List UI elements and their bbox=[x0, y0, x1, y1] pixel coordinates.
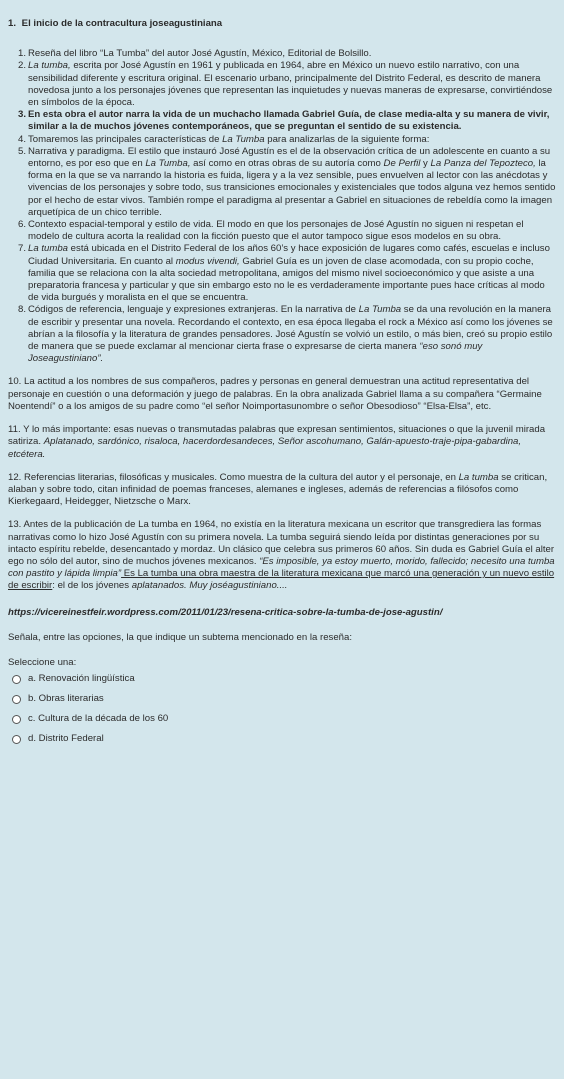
list-item-text-segment: y bbox=[420, 158, 431, 170]
list-item-text-segment: Gabriel Guía es un joven de clase acomodada, con su propio coche, familia que se relaciona con la alta sociedad metropolitana, amigos del mismo nivel socioeconómico y que asiste a una preparatoria francesa y particular y que sin embargo esto no le es verdaderamente importante pues hace críticas al modo de vida burgués y moralista en el que se encuentra. bbox=[28, 255, 545, 304]
review-list bbox=[8, 48, 556, 365]
list-item-text-segment: Tomaremos las principales características de bbox=[28, 133, 223, 145]
radio-button[interactable] bbox=[12, 715, 21, 724]
list-item-text-segment: la forma en la que se va narrando la historia es fuida, ligera y a la vez sensible, pues envuelven al lector con las anécdotas y vivencias de los personajes y sobre todo, sus transiciones emocionales y existenciales que todos alguna vez hemos sentido por el hecho de estar vivos. También rompe el paradigma al presentar a Gabriel en situaciones de rebeldía como la imagen arquetípica de un chico terrible. bbox=[28, 158, 556, 218]
answer-option-label[interactable]: b. Obras literarias bbox=[28, 693, 104, 705]
answer-option[interactable] bbox=[8, 669, 556, 689]
answer-option[interactable] bbox=[8, 709, 556, 729]
list-item-text-segment: escrita por José Agustín en 1961 y publicada en 1964, abre en México un nuevo estilo narrativo, con una sensibilidad diferente y escritura original. El escenario urbano, principalmente del Distrito Federal, es descrito de manera novedosa junto a los personajes jóvenes que representan las inquietudes y nuevas maneras de expresarse, convirtiéndose en símbolos de la época. bbox=[28, 60, 553, 109]
list-item-number: 6. bbox=[18, 219, 27, 231]
review-paragraphs bbox=[8, 376, 556, 592]
paragraph-text-segment: 12. Referencias literarias, filosóficas y musicales. Como muestra de la cultura del autor y el personaje, en bbox=[8, 471, 459, 483]
list-item bbox=[18, 146, 556, 219]
paragraph-text-segment: 11. Y lo más importante: esas nuevas o transmutadas palabras que expresan sentimientos, situaciones o que la juvenil mirada satiriza. bbox=[8, 424, 546, 448]
list-item-text-segment: La tumba bbox=[28, 243, 69, 255]
paragraph-text-segment: 10. La actitud a los nombres de sus compañeros, padres y personas en general demuestran una actitud representativa del personaje en cuestión o una deformación y juego de palabras. En la obra analizada Gabriel llama a su compañera “Germaine Noentendí” o a los amigos de su padre como “el señor Noimportasunombre o señor Obesodioso” “Elsa-Elsa”, etc. bbox=[8, 376, 542, 412]
list-item bbox=[18, 60, 556, 109]
paragraph-text-segment: se critican, alaban y sobre todo, citan infinidad de poemas franceses, alemanes e ingleses, además de referencias a filósofos como Kierkegaard, Heidegger, Nietzsche o Marx. bbox=[8, 471, 548, 508]
radio-button[interactable] bbox=[12, 675, 21, 684]
answer-option-label[interactable]: d. Distrito Federal bbox=[28, 733, 104, 745]
list-item-number: 2. bbox=[18, 60, 27, 72]
list-item-text-segment: Contexto espacial-temporal y estilo de vida. El modo en que los personajes de José Agustín no siguen ni respetan el modelo de cultura acorta la realidad con la ficción puesto que el autor tampoco sigue esos modelos en su obra. bbox=[28, 219, 524, 243]
answer-option[interactable] bbox=[8, 729, 556, 749]
source-link[interactable]: https://vicereinestfeir.wordpress.com/2011/01/23/resena-critica-sobre-la-tumba-de-jose-agustin/ bbox=[8, 606, 443, 618]
list-item-text-segment: De Perfil bbox=[383, 158, 421, 170]
list-item-text-segment: Narrativa y paradigma. El estilo que instauró José Agustín es el de la observación crítica de un adolescente en cuanto a su entorno, es por eso que en bbox=[28, 145, 551, 170]
list-item-text-segment: modus vivendi, bbox=[175, 255, 240, 267]
paragraph-text-segment: Es La tumba una obra maestra de la literatura mexicana que marcó una generación y un nuevo estilo de escribir bbox=[8, 568, 555, 592]
list-item-number: 1. bbox=[18, 48, 27, 60]
answer-option-label[interactable]: c. Cultura de la década de los 60 bbox=[28, 713, 169, 725]
list-item-text-segment: La tumba, bbox=[28, 60, 71, 72]
list-item-text-segment: “eso sonó muy Joseagustiniano”. bbox=[28, 341, 483, 365]
list-item-number: 5. bbox=[18, 145, 27, 157]
list-item-text-segment: La Panza del Tepozteco, bbox=[430, 158, 536, 170]
paragraph-text-segment: 13. Antes de la publicación de La tumba en 1964, no existía en la literatura mexicana un escritor que transgrediera las formas narrativas como lo hizo José Agustín con su primera novela. La tumba seguirá siendo leída por distintas generaciones por su intacto espíritu rebelde, desencantado y mordaz. Un clásico que celebra sus primeros 60 años. Sin duda es Gabriel Guía el alter ego no sólo del autor, sino de muchos jóvenes mexicanos. bbox=[8, 519, 555, 567]
list-item-text-segment: La Tumba bbox=[222, 133, 265, 145]
list-item-number: 4. bbox=[18, 133, 27, 145]
list-item-text-segment: para analizarlas de la siguiente forma: bbox=[264, 133, 430, 145]
list-item bbox=[18, 134, 556, 146]
paragraph-text-segment: Aplatanado, sardónico, risaloca, hacerdordesandeces, Señor ascohumano, Galán-apuesto-traje-pipa-gabardina, etcétera. bbox=[8, 436, 522, 460]
question-text: Señala, entre las opciones, la que indique un subtema mencionado en la reseña: bbox=[8, 631, 353, 643]
review-paragraph bbox=[8, 424, 556, 461]
list-item-text-segment: La Tumba, bbox=[145, 158, 191, 170]
paragraph-text-segment: aplatanados. Muy joséagustiniano.... bbox=[131, 580, 288, 592]
list-item bbox=[18, 243, 556, 304]
list-item-number: 7. bbox=[18, 243, 27, 255]
list-item-text-segment: se da una revolución en la manera de escribir y presentar una novela. Recordando el contexto, en esa época llegaba el rock a México así como los jóvenes se abrían a la filosofía y la literatura de grandes pensadores. José Agustín se volvió un estilo, o más bien, creó su propio estilo de manera que se puede exclamar al mencionar cierta frase o expresarse de cierta manera bbox=[28, 304, 553, 353]
radio-button[interactable] bbox=[12, 735, 21, 744]
list-item-text-segment: Códigos de referencia, lenguaje y expresiones extranjeras. En la narrativa de bbox=[28, 304, 359, 316]
list-item bbox=[18, 109, 556, 133]
review-paragraph bbox=[8, 519, 556, 592]
list-item-number: 8. bbox=[18, 304, 27, 316]
list-item bbox=[18, 219, 556, 243]
review-paragraph bbox=[8, 472, 556, 509]
section-title bbox=[8, 18, 556, 30]
list-item-text-segment: así como en otras obras de su autoría como bbox=[190, 158, 384, 170]
answer-option-label[interactable]: a. Renovación lingüística bbox=[28, 673, 135, 685]
list-item bbox=[18, 304, 556, 365]
radio-button[interactable] bbox=[12, 695, 21, 704]
section-number: 1. bbox=[8, 18, 17, 29]
list-item-text-segment: Reseña del libro “La Tumba” del autor José Agustín, México, Editorial de Bolsillo. bbox=[28, 48, 372, 60]
list-item-text-segment: está ubicada en el Distrito Federal de los años 60’s y hace exposición de lugares como cafés, escuelas e incluso Ciudad Universitaria. En cuanto al bbox=[28, 243, 550, 267]
list-item-number: 3. bbox=[18, 109, 27, 121]
list-item-text-segment: La Tumba bbox=[358, 304, 402, 316]
list-item bbox=[18, 48, 556, 60]
list-item-text-segment: En esta obra el autor narra la vida de un muchacho llamada Gabriel Guía, de clase media-alta y su manera de vivir, similar a la de muchos jóvenes contemporáneos, que se preguntan el sentido de su existencia. bbox=[28, 109, 550, 133]
select-label: Seleccione una: bbox=[8, 656, 77, 668]
paragraph-text-segment: “Es imposible, ya estoy muerto, morido, fallecido; necesito una tumba con pastito y lápida limpia” bbox=[8, 555, 555, 580]
paragraph-text-segment: : el de los jóvenes bbox=[52, 580, 132, 592]
paragraph-text-segment: La tumba bbox=[458, 471, 499, 483]
answer-option[interactable] bbox=[8, 689, 556, 709]
answer-options bbox=[8, 669, 556, 749]
review-paragraph bbox=[8, 376, 556, 413]
section-title-text: El inicio de la contracultura joseagustiniana bbox=[21, 18, 223, 29]
